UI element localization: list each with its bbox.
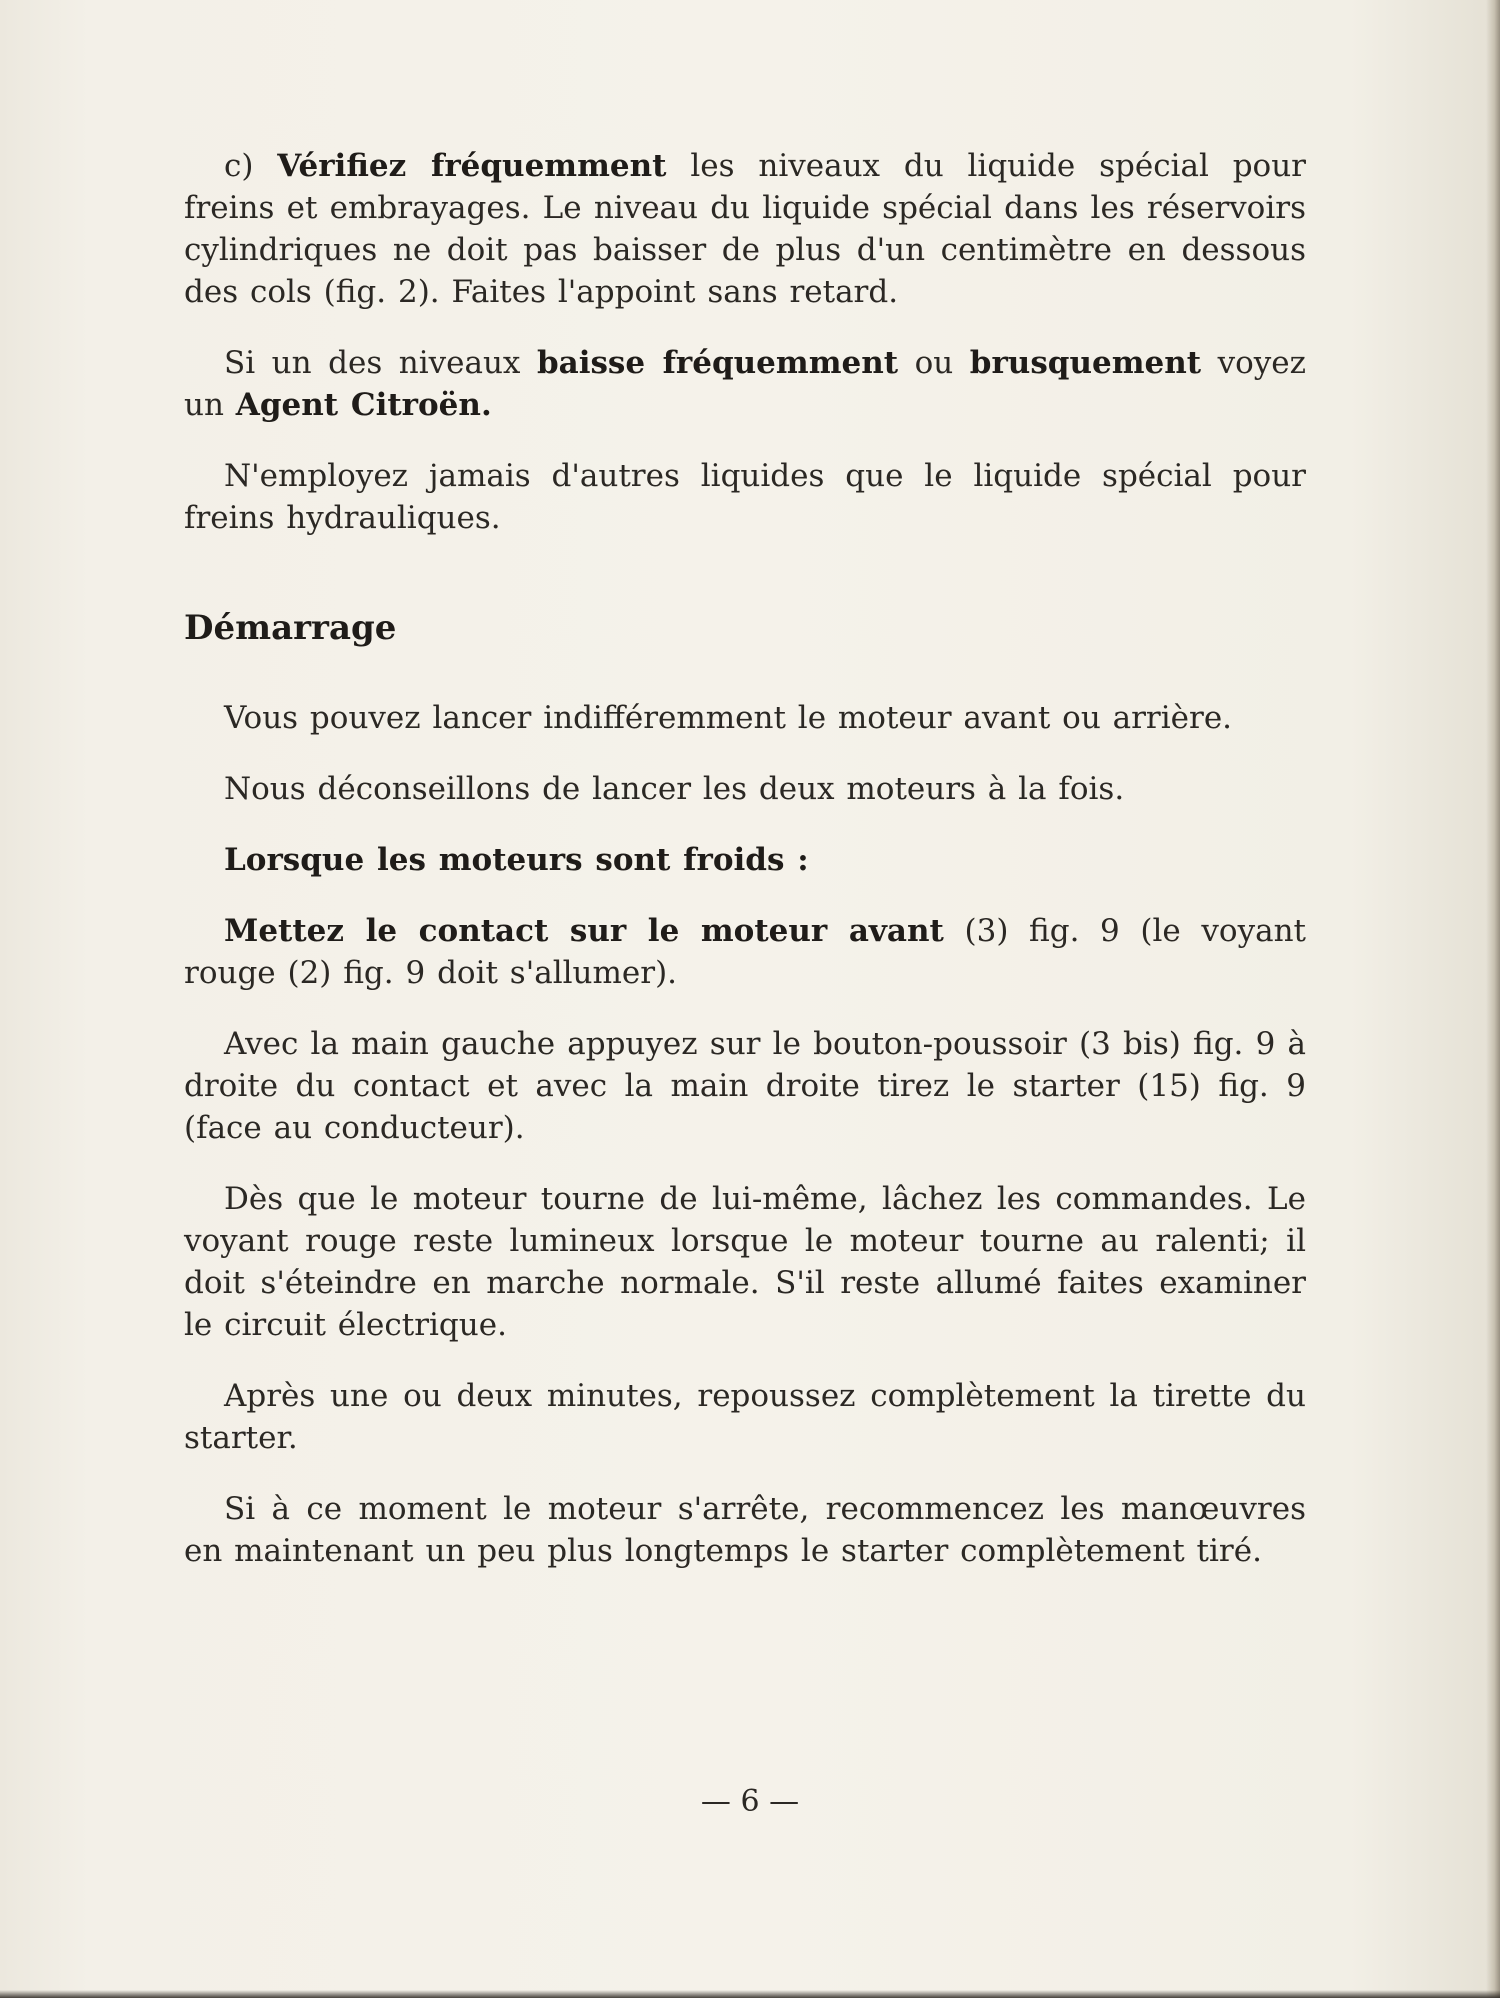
text-run: Nous déconseillons de lancer les deux moteurs à la fois. — [224, 771, 1125, 807]
text-run: voyez un — [184, 345, 1306, 423]
text-run: Après une ou deux minutes, repoussez complètement la tirette du starter. — [184, 1378, 1306, 1456]
paragraph — [184, 1488, 1306, 1572]
text-run: c) — [224, 148, 278, 184]
paragraph — [184, 455, 1306, 539]
page-number: — 6 — — [700, 1784, 800, 1819]
bold-text-run: brusquement — [969, 345, 1202, 381]
paragraph — [184, 910, 1306, 994]
page-bottom-shadow — [0, 1990, 1500, 1998]
bold-text-run: Mettez le contact sur le moteur avant — [224, 913, 944, 949]
text-run: ou — [898, 345, 970, 381]
paragraph — [184, 1375, 1306, 1459]
text-run: (3) fig. 9 (le voyant rouge (2) fig. 9 doit s'allumer). — [184, 913, 1306, 991]
text-run: Vous pouvez lancer indifféremment le moteur avant ou arrière. — [224, 700, 1233, 736]
text-run: les niveaux du liquide spécial pour freins et embrayages. Le niveau du liquide spécial dans les réservoirs cylindriques ne doit pas baisser de plus d'un centimètre en dessous des cols (fig. 2). Faites l'appoint sans retard. — [184, 148, 1306, 310]
page-edge-shadow — [1486, 0, 1500, 1998]
text-run: Dès que le moteur tourne de lui-même, lâchez les commandes. Le voyant rouge reste lumineux lorsque le moteur tourne au ralenti; il doit s'éteindre en marche normale. S'il reste allumé faites examiner le circuit électrique. — [184, 1181, 1306, 1343]
paragraph — [184, 768, 1306, 810]
bold-text-run: baisse fréquemment — [536, 345, 899, 381]
paragraph — [184, 839, 1306, 881]
paragraph — [184, 1178, 1306, 1346]
paragraph — [184, 697, 1306, 739]
bold-text-run: Agent Citroën. — [235, 387, 492, 423]
text-run: Si à ce moment le moteur s'arrête, recommencez les manœuvres en maintenant un peu plus longtemps le starter complètement tiré. — [184, 1491, 1306, 1569]
bold-text-run: Vérifiez fréquemment — [277, 148, 667, 184]
text-run: Si un des niveaux — [224, 345, 537, 381]
page-body — [184, 145, 1306, 1601]
bold-text-run: Lorsque les moteurs sont froids : — [224, 842, 809, 878]
section-heading: Démarrage — [184, 608, 397, 648]
text-run: Avec la main gauche appuyez sur le bouton-poussoir (3 bis) fig. 9 à droite du contact et avec la main droite tirez le starter (15) fig. 9 (face au conducteur). — [184, 1026, 1306, 1146]
text-run: N'employez jamais d'autres liquides que le liquide spécial pour freins hydrauliques. — [184, 458, 1306, 536]
paragraph — [184, 342, 1306, 426]
paragraph — [184, 145, 1306, 313]
paragraph — [184, 1023, 1306, 1149]
